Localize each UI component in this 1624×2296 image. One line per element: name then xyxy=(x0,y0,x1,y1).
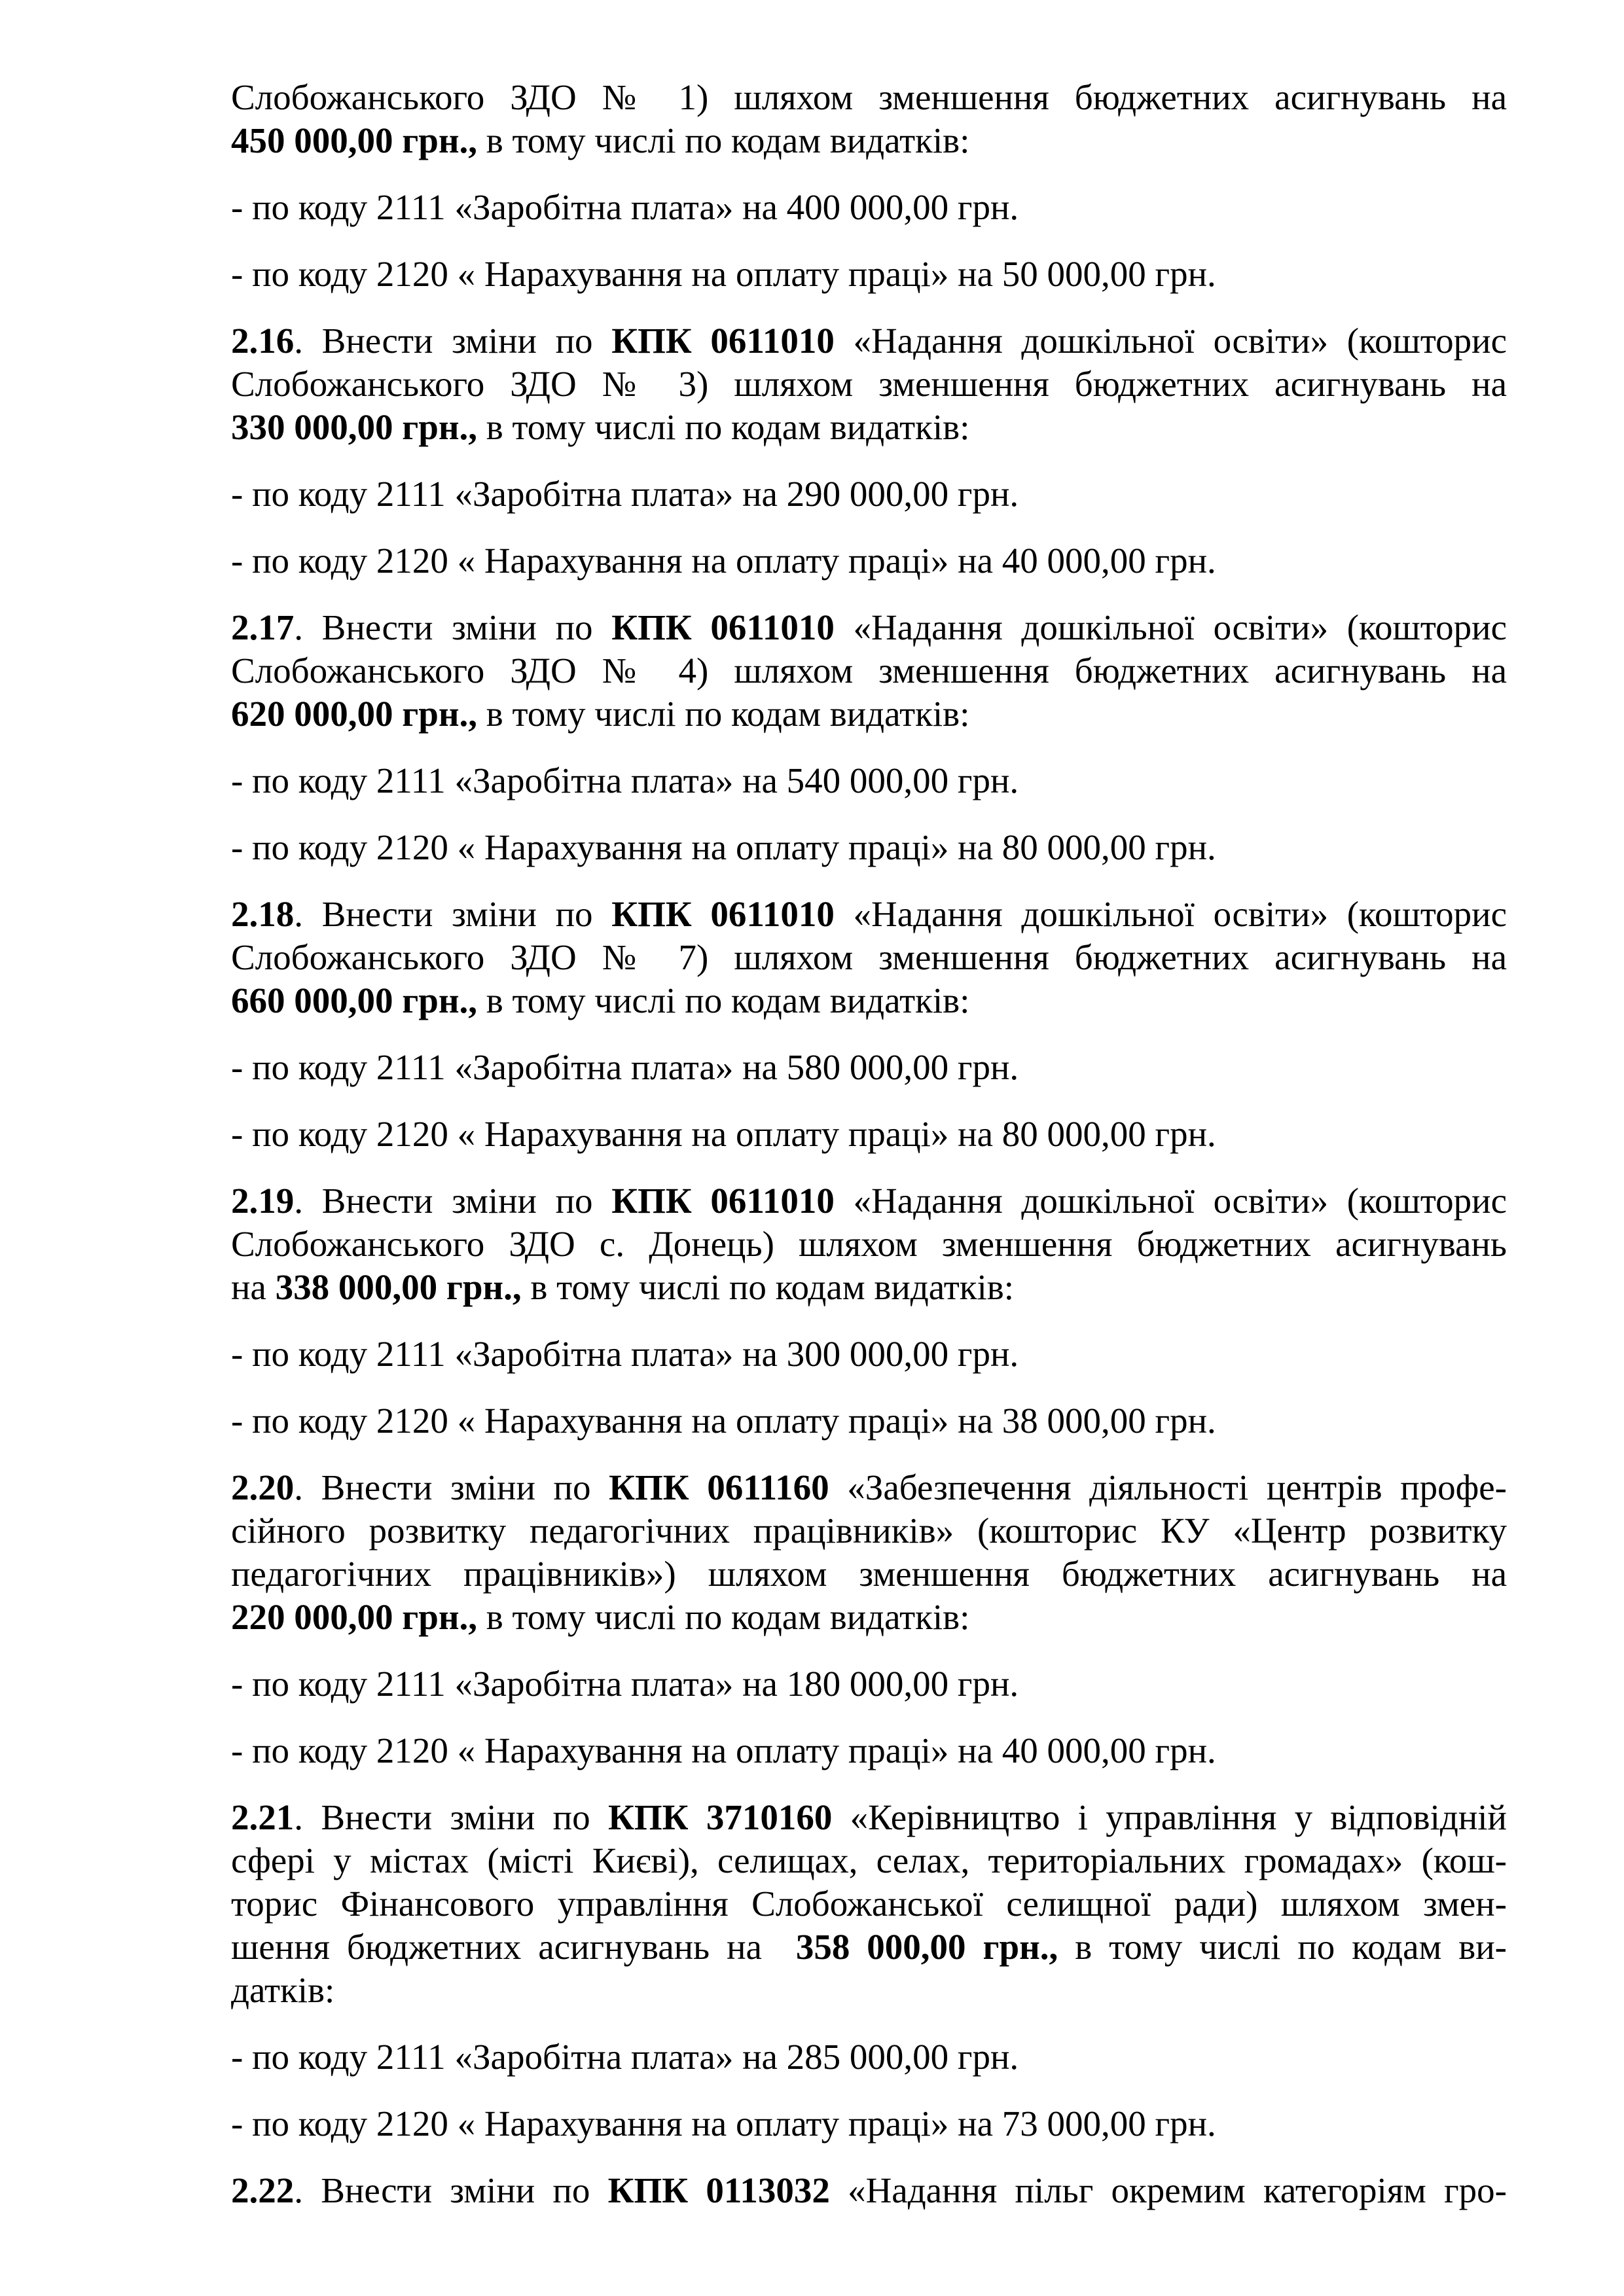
text-line xyxy=(231,1796,1507,1839)
text-run: «Керівництво і управління у відповідній xyxy=(832,1797,1507,1837)
text-run: торис Фінансового управління Слобожанської селищної ради) шляхом змен- xyxy=(231,1884,1507,1924)
text-line xyxy=(231,2102,1507,2145)
text-line xyxy=(231,1046,1507,1089)
text-run: - по коду 2120 « Нарахування на оплату праці» на 50 000,00 грн. xyxy=(231,254,1216,294)
paragraph xyxy=(231,319,1507,449)
text-run: сфері у містах (місті Києві), селищах, селах, територіальних громадах» (кош- xyxy=(231,1840,1507,1880)
text-run-bold: КПК 3710160 xyxy=(607,1797,833,1837)
paragraph xyxy=(231,1399,1507,1443)
text-run-bold: 620 000,00 грн., xyxy=(231,694,478,734)
text-line xyxy=(231,1839,1507,1882)
text-run-bold: КПК 0113032 xyxy=(607,2170,830,2210)
paragraph xyxy=(231,539,1507,583)
paragraph xyxy=(231,1046,1507,1089)
paragraph xyxy=(231,1179,1507,1309)
text-run-bold: 2.17 xyxy=(231,607,295,647)
text-line xyxy=(231,406,1507,449)
text-line xyxy=(231,936,1507,979)
text-run-bold: 338 000,00 грн., xyxy=(275,1267,522,1307)
text-run: - по коду 2120 « Нарахування на оплату праці» на 80 000,00 грн. xyxy=(231,827,1216,867)
text-run: сійного розвитку педагогічних працівників» (кошторис КУ «Центр розвитку xyxy=(231,1511,1507,1551)
text-run: Слобожанського ЗДО № 7) шляхом зменшення бюджетних асигнувань на xyxy=(231,937,1507,977)
paragraph xyxy=(231,1333,1507,1376)
paragraph xyxy=(231,826,1507,869)
text-run-bold: 330 000,00 грн., xyxy=(231,407,478,447)
paragraph xyxy=(231,76,1507,162)
text-run: . Внести зміни по xyxy=(294,321,612,361)
text-run: - по коду 2111 «Заробітна плата» на 400 000,00 грн. xyxy=(231,187,1019,227)
text-run: . Внести зміни по xyxy=(294,2170,608,2210)
text-line xyxy=(231,1113,1507,1156)
text-line xyxy=(231,1926,1507,1969)
text-line xyxy=(231,1729,1507,1772)
text-line xyxy=(231,1399,1507,1443)
text-run: - по коду 2111 «Заробітна плата» на 285 000,00 грн. xyxy=(231,2037,1019,2077)
text-run: Слобожанського ЗДО № 3) шляхом зменшення бюджетних асигнувань на xyxy=(231,364,1507,404)
paragraph xyxy=(231,253,1507,296)
text-line xyxy=(231,539,1507,583)
text-run: - по коду 2111 «Заробітна плата» на 540 000,00 грн. xyxy=(231,761,1019,800)
text-run: в тому числі по кодам видатків: xyxy=(477,694,970,734)
text-run: - по коду 2120 « Нарахування на оплату праці» на 40 000,00 грн. xyxy=(231,541,1216,581)
paragraph xyxy=(231,893,1507,1022)
text-run: педагогічних працівників») шляхом зменшення бюджетних асигнувань на xyxy=(231,1554,1507,1594)
text-line xyxy=(231,1466,1507,1509)
text-line xyxy=(231,319,1507,363)
paragraph xyxy=(231,759,1507,802)
text-run: - по коду 2111 «Заробітна плата» на 580 000,00 грн. xyxy=(231,1047,1019,1087)
text-run-bold: 2.22 xyxy=(231,2170,295,2210)
text-line xyxy=(231,826,1507,869)
text-run: . Внести зміни по xyxy=(294,1797,608,1837)
text-run: Слобожанського ЗДО № 1) шляхом зменшення бюджетних асигнувань на xyxy=(231,77,1507,117)
paragraph xyxy=(231,606,1507,736)
text-run: . Внести зміни по xyxy=(294,1467,609,1507)
text-line xyxy=(231,1509,1507,1552)
text-line xyxy=(231,692,1507,736)
text-run-bold: КПК 0611160 xyxy=(609,1467,829,1507)
text-line xyxy=(231,649,1507,692)
text-run: «Забезпечення діяльності центрів профе- xyxy=(829,1467,1507,1507)
text-run: - по коду 2111 «Заробітна плата» на 290 000,00 грн. xyxy=(231,474,1019,514)
text-run-bold: 660 000,00 грн., xyxy=(231,980,478,1020)
text-run: - по коду 2120 « Нарахування на оплату праці» на 73 000,00 грн. xyxy=(231,2104,1216,2144)
text-line xyxy=(231,76,1507,119)
text-line xyxy=(231,1179,1507,1223)
text-run: в тому числі по кодам видатків: xyxy=(521,1267,1015,1307)
text-run: «Надання дошкільної освіти» (кошторис xyxy=(834,321,1507,361)
text-line xyxy=(231,2169,1507,2212)
text-line xyxy=(231,1969,1507,2012)
text-run: . Внести зміни по xyxy=(294,894,612,934)
text-run: - по коду 2120 « Нарахування на оплату праці» на 38 000,00 грн. xyxy=(231,1401,1216,1441)
text-run-bold: КПК 0611010 xyxy=(611,1181,835,1221)
text-line xyxy=(231,473,1507,516)
text-line xyxy=(231,893,1507,936)
text-run-bold: 2.19 xyxy=(231,1181,295,1221)
text-run: в тому числі по кодам видатків: xyxy=(477,407,970,447)
text-line xyxy=(231,1266,1507,1309)
text-run: «Надання дошкільної освіти» (кошторис xyxy=(834,1181,1507,1221)
paragraph xyxy=(231,1796,1507,2012)
text-run: в тому числі по кодам видатків: xyxy=(477,980,970,1020)
text-line xyxy=(231,1596,1507,1639)
text-line xyxy=(231,759,1507,802)
text-run-bold: 2.20 xyxy=(231,1467,295,1507)
paragraph xyxy=(231,2102,1507,2145)
text-line xyxy=(231,253,1507,296)
text-run: датків: xyxy=(231,1970,335,2010)
text-run-bold: 2.21 xyxy=(231,1797,295,1837)
text-run: . Внести зміни по xyxy=(294,1181,612,1221)
text-line xyxy=(231,979,1507,1022)
text-line xyxy=(231,1882,1507,1926)
paragraph xyxy=(231,1113,1507,1156)
text-line xyxy=(231,1662,1507,1706)
text-line xyxy=(231,1552,1507,1596)
text-line xyxy=(231,119,1507,162)
text-line xyxy=(231,363,1507,406)
text-line xyxy=(231,186,1507,229)
text-run: «Надання пільг окремим категоріям гро- xyxy=(829,2170,1507,2210)
text-run: в тому числі по кодам видатків: xyxy=(477,120,970,160)
text-run: в тому числі по кодам ви- xyxy=(1058,1927,1507,1967)
text-run-bold: 220 000,00 грн., xyxy=(231,1597,478,1637)
text-run: Слобожанського ЗДО с. Донець) шляхом зменшення бюджетних асигнувань xyxy=(231,1224,1507,1264)
paragraph xyxy=(231,1662,1507,1706)
text-run-bold: КПК 0611010 xyxy=(611,607,835,647)
text-run-bold: 2.16 xyxy=(231,321,295,361)
paragraph xyxy=(231,1729,1507,1772)
text-line xyxy=(231,2036,1507,2079)
text-run-bold: 450 000,00 грн., xyxy=(231,120,478,160)
text-run: на xyxy=(231,1267,276,1307)
text-run: шення бюджетних асигнувань на xyxy=(231,1927,796,1967)
text-run: в тому числі по кодам видатків: xyxy=(477,1597,970,1637)
paragraph xyxy=(231,1466,1507,1639)
text-run: - по коду 2120 « Нарахування на оплату праці» на 80 000,00 грн. xyxy=(231,1114,1216,1154)
paragraph xyxy=(231,2036,1507,2079)
text-run-bold: 358 000,00 грн., xyxy=(795,1927,1058,1967)
text-run-bold: КПК 0611010 xyxy=(611,321,835,361)
text-line xyxy=(231,606,1507,649)
text-run: - по коду 2111 «Заробітна плата» на 180 000,00 грн. xyxy=(231,1664,1019,1704)
text-run: - по коду 2120 « Нарахування на оплату праці» на 40 000,00 грн. xyxy=(231,1731,1216,1770)
text-run-bold: 2.18 xyxy=(231,894,295,934)
text-run: - по коду 2111 «Заробітна плата» на 300 000,00 грн. xyxy=(231,1334,1019,1374)
paragraph xyxy=(231,473,1507,516)
text-run: . Внести зміни по xyxy=(294,607,612,647)
paragraph xyxy=(231,2169,1507,2212)
document-body xyxy=(231,76,1507,2212)
text-run: Слобожанського ЗДО № 4) шляхом зменшення бюджетних асигнувань на xyxy=(231,651,1507,691)
text-run: «Надання дошкільної освіти» (кошторис xyxy=(834,894,1507,934)
text-run: «Надання дошкільної освіти» (кошторис xyxy=(834,607,1507,647)
text-run-bold: КПК 0611010 xyxy=(611,894,835,934)
text-line xyxy=(231,1333,1507,1376)
paragraph xyxy=(231,186,1507,229)
text-line xyxy=(231,1223,1507,1266)
